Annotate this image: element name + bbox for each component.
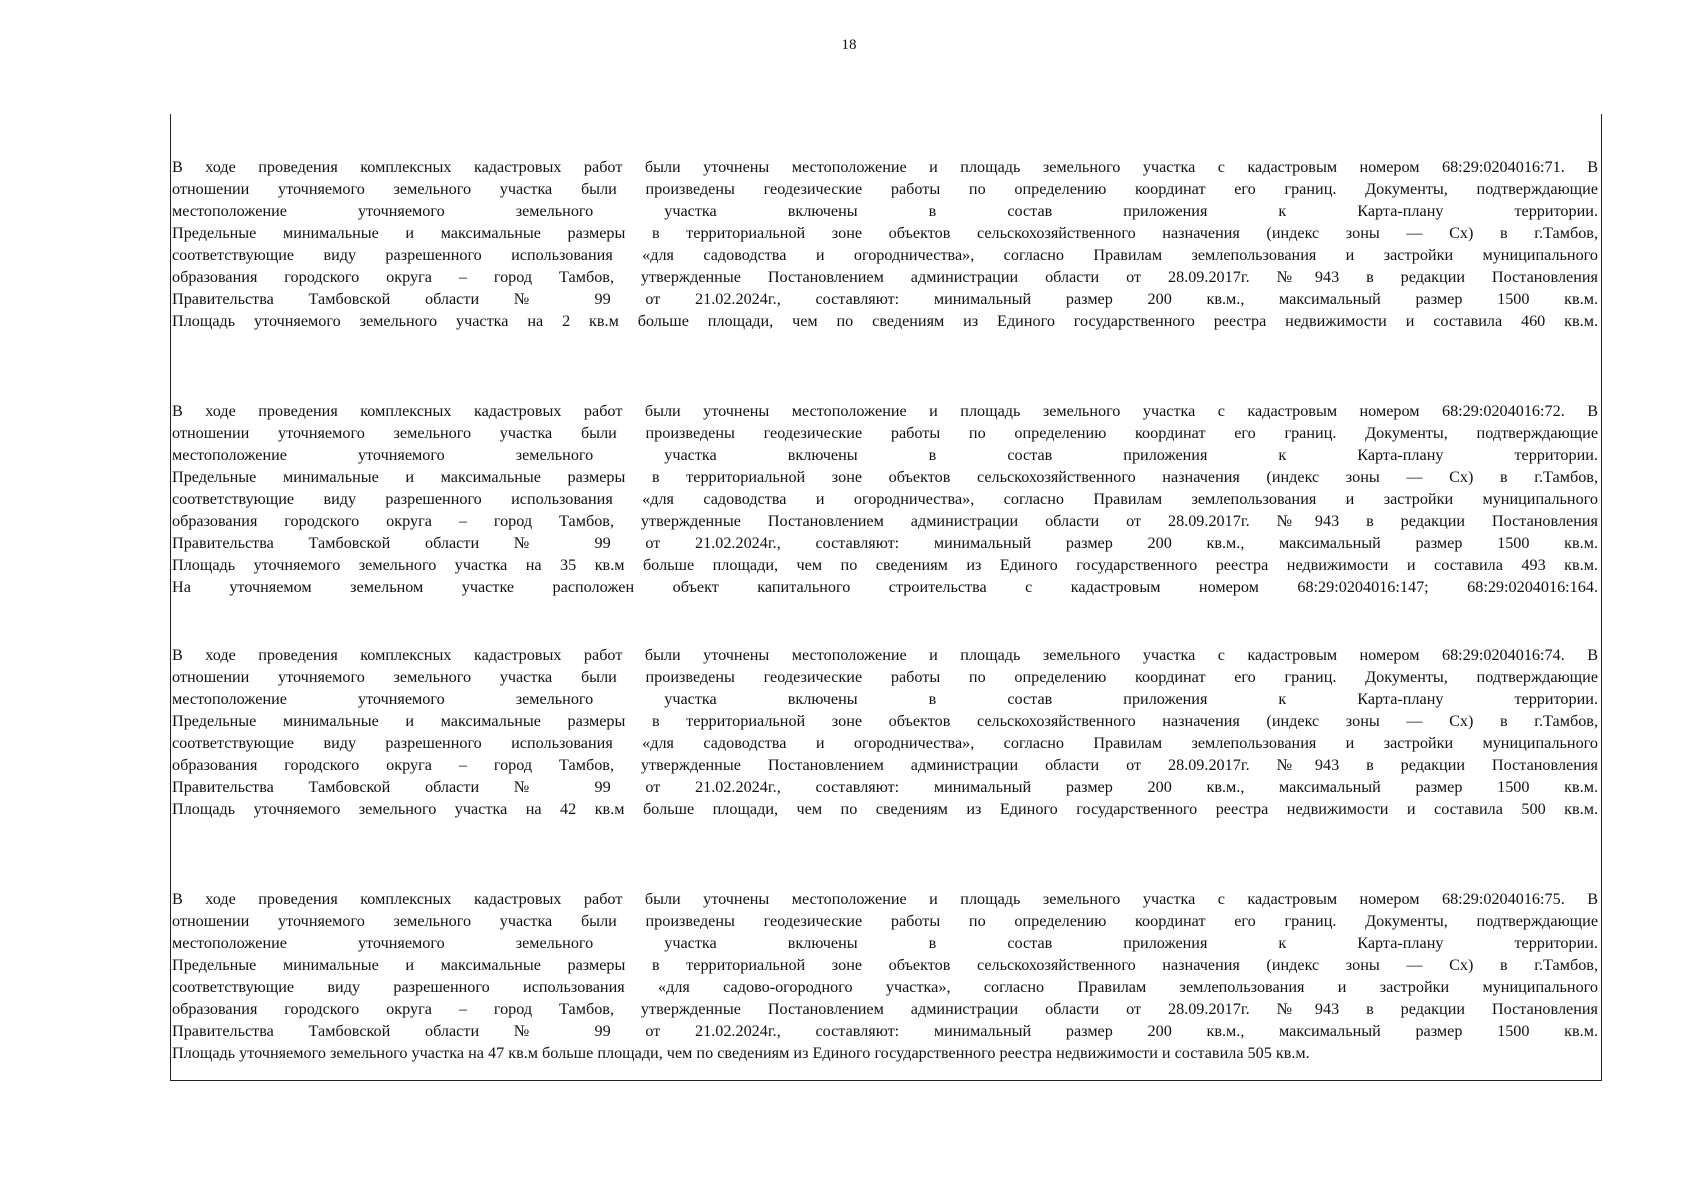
table-cell-frame [170,114,1602,1081]
page-number: 18 [841,37,857,53]
text-line: местоположение уточняемого земельного участка включены в состав приложения к Карта-плану территории. [172,690,1598,708]
text-line: Правительства Тамбовской области № 99 от 21.02.2024г., составляют: минимальный размер 200 кв.м., максимальный размер 1500 кв.м. [172,1022,1598,1040]
cadastral-entry-75 [172,888,1598,1064]
text-line: На уточняемом земельном участке расположен объект капитального строительства с кадастровым номером 68:29:0204016:147; 68:29:0204016:164. [172,578,1598,596]
text-line: отношении уточняемого земельного участка были произведены геодезические работы по определению координат его границ. Документы, подтверждающие [172,180,1598,198]
text-line: Площадь уточняемого земельного участка на 42 кв.м больше площади, чем по сведениям из Единого государственного реестра недвижимости и составила 500 кв.м. [172,800,1598,818]
text-line: Правительства Тамбовской области № 99 от 21.02.2024г., составляют: минимальный размер 200 кв.м., максимальный размер 1500 кв.м. [172,778,1598,796]
text-line: Предельные минимальные и максимальные размеры в территориальной зоне объектов сельскохозяйственного назначения (индекс зоны — Сх) в г.Тамбов, [172,468,1598,486]
text-line: отношении уточняемого земельного участка были произведены геодезические работы по определению координат его границ. Документы, подтверждающие [172,912,1598,930]
text-line: Предельные минимальные и максимальные размеры в территориальной зоне объектов сельскохозяйственного назначения (индекс зоны — Сх) в г.Тамбов, [172,224,1598,242]
text-line: местоположение уточняемого земельного участка включены в состав приложения к Карта-плану территории. [172,202,1598,220]
text-line: Площадь уточняемого земельного участка на 35 кв.м больше площади, чем по сведениям из Единого государственного реестра недвижимости и составила 493 кв.м. [172,556,1598,574]
text-line: образования городского округа – город Тамбов, утвержденные Постановлением администрации области от 28.09.2017г. №943 в редакции Постановления [172,512,1598,530]
cadastral-entry-71 [172,156,1598,332]
text-line: Площадь уточняемого земельного участка на 2 кв.м больше площади, чем по сведениям из Единого государственного реестра недвижимости и составила 460 кв.м. [172,312,1598,330]
text-line: соответствующие виду разрешенного использования «для садоводства и огородничества», согласно Правилам землепользования и застройки муниципального [172,246,1598,264]
text-line: соответствующие виду разрешенного использования «для садоводства и огородничества», согласно Правилам землепользования и застройки муниципального [172,734,1598,752]
text-line: В ходе проведения комплексных кадастровых работ были уточнены местоположение и площадь земельного участка с кадастровым номером 68:29:0204016:75. В [172,890,1598,908]
text-line: образования городского округа – город Тамбов, утвержденные Постановлением администрации области от 28.09.2017г. №943 в редакции Постановления [172,756,1598,774]
cadastral-entry-72 [172,400,1598,598]
text-line: Предельные минимальные и максимальные размеры в территориальной зоне объектов сельскохозяйственного назначения (индекс зоны — Сх) в г.Тамбов, [172,712,1598,730]
text-line: отношении уточняемого земельного участка были произведены геодезические работы по определению координат его границ. Документы, подтверждающие [172,424,1598,442]
text-line: В ходе проведения комплексных кадастровых работ были уточнены местоположение и площадь земельного участка с кадастровым номером 68:29:0204016:74. В [172,646,1598,664]
text-line: образования городского округа – город Тамбов, утвержденные Постановлением администрации области от 28.09.2017г. №943 в редакции Постановления [172,1000,1598,1018]
text-line: соответствующие виду разрешенного использования «для садово-огородного участка», согласно Правилам землепользования и застройки муниципального [172,978,1598,996]
text-line: местоположение уточняемого земельного участка включены в состав приложения к Карта-плану территории. [172,446,1598,464]
text-line: Предельные минимальные и максимальные размеры в территориальной зоне объектов сельскохозяйственного назначения (индекс зоны — Сх) в г.Тамбов, [172,956,1598,974]
cadastral-entry-74 [172,644,1598,820]
text-line: Правительства Тамбовской области № 99 от 21.02.2024г., составляют: минимальный размер 200 кв.м., максимальный размер 1500 кв.м. [172,290,1598,308]
text-line: местоположение уточняемого земельного участка включены в состав приложения к Карта-плану территории. [172,934,1598,952]
text-line: Правительства Тамбовской области № 99 от 21.02.2024г., составляют: минимальный размер 200 кв.м., максимальный размер 1500 кв.м. [172,534,1598,552]
text-line: соответствующие виду разрешенного использования «для садоводства и огородничества», согласно Правилам землепользования и застройки муниципального [172,490,1598,508]
text-line: образования городского округа – город Тамбов, утвержденные Постановлением администрации области от 28.09.2017г. №943 в редакции Постановления [172,268,1598,286]
text-line: Площадь уточняемого земельного участка на 47 кв.м больше площади, чем по сведениям из Единого государственного реестра недвижимости и составила 505 кв.м. [172,1044,1310,1062]
text-line: отношении уточняемого земельного участка были произведены геодезические работы по определению координат его границ. Документы, подтверждающие [172,668,1598,686]
text-line: В ходе проведения комплексных кадастровых работ были уточнены местоположение и площадь земельного участка с кадастровым номером 68:29:0204016:71. В [172,158,1598,176]
text-line: В ходе проведения комплексных кадастровых работ были уточнены местоположение и площадь земельного участка с кадастровым номером 68:29:0204016:72. В [172,402,1598,420]
